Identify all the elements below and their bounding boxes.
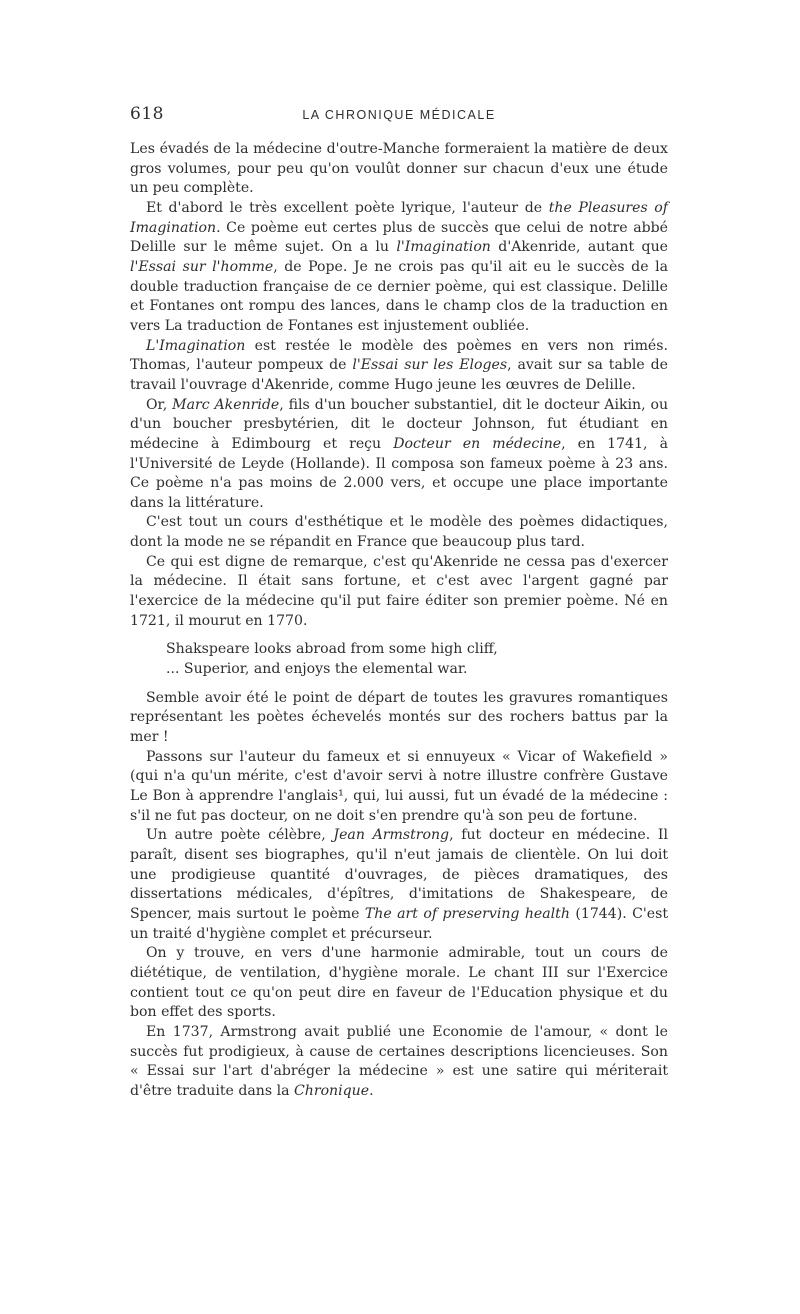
italic-text: Jean Armstrong <box>333 827 450 844</box>
text-run: Et d'abord le très excellent poète lyrique, l'auteur de <box>146 199 549 216</box>
text-run: , fils d'un boucher substantiel, dit le docteur Aikin, ou d'un boucher presbytérien, dit le docteur Johnson, fut étudiant en médecine à Edimbourg et reçu <box>130 396 669 452</box>
body-text-upper <box>130 140 668 631</box>
body-text-lower <box>130 689 668 1102</box>
italic-text: Chronique <box>293 1082 370 1099</box>
verse-line: Shakspeare looks abroad from some high cliff, <box>166 641 498 658</box>
text-run: , avait sur sa table de travail l'ouvrage d'Akenride, comme Hugo jeune les œuvres de Delille. <box>130 357 668 393</box>
paragraph <box>130 396 668 514</box>
running-head: LA CHRONIQUE MÉDICALE <box>302 108 496 122</box>
italic-text: the Pleasures of Imagination <box>130 199 668 236</box>
text-run: d'Akenride, autant que <box>490 239 668 256</box>
paragraph <box>130 826 668 944</box>
text-run: Semble avoir été le point de départ de toutes les gravures romantiques représentant les poètes échevelés montés sur des rochers battus par la mer ! <box>130 689 668 746</box>
paragraph <box>130 513 668 552</box>
paragraph <box>130 140 668 199</box>
page-number: 618 <box>130 104 164 124</box>
paragraph <box>130 553 668 632</box>
text-run: Les évadés de la médecine d'outre-Manche formeraient la matière de deux gros volumes, pour peu qu'on voulût donner sur chacun d'eux une étude un peu complète. <box>130 141 668 197</box>
text-run: , fut docteur en médecine. Il paraît, disent ses biographes, qu'il n'eut jamais de clientèle. On lui doit une prodigieuse quantité d'ouvrages, de pièces dramatiques, des dissertations médicales, d'épîtres, d'imitations de Shakespeare, de Spencer, mais surtout le poème <box>130 827 668 922</box>
verse-line: ... Superior, and enjoys the elemental war. <box>166 661 468 678</box>
document-page <box>130 104 668 1102</box>
text-run: , en 1741, à l'Université de Leyde (Hollande). Il composa son fameux poème à 23 ans. Ce poème n'a pas moins de 2.000 vers, et occupe une place importante dans la littérature. <box>130 435 668 511</box>
paragraph <box>130 748 668 827</box>
text-run: , de Pope. Je ne crois pas qu'il ait eu le succès de la double traduction française de ce dernier poème, qui est classique. Delille et Fontanes ont rompu des lances, dans le champ clos de la traduction en vers La traduction de Fontanes est injustement oubliée. <box>130 258 668 334</box>
paragraph <box>130 1023 668 1102</box>
italic-text: Marc Akenride <box>172 396 280 413</box>
text-run: Un autre poète célèbre, <box>146 827 334 844</box>
text-run: C'est tout un cours d'esthétique et le modèle des poèmes didactiques, dont la mode ne se répandit en France que beaucoup plus tard. <box>130 514 668 551</box>
page-header <box>130 104 668 130</box>
text-run: est restée le modèle des poèmes en vers non rimés. Thomas, l'auteur pompeux de <box>130 337 668 374</box>
paragraph <box>130 337 668 396</box>
text-run: On y trouve, en vers d'une harmonie admirable, tout un cours de diététique, de ventilation, d'hygiène morale. Le chant III sur l'Exercice contient tout ce qu'on peut dire en faveur de l'Education physique et du bon effet des sports. <box>130 945 668 1021</box>
text-run: Passons sur l'auteur du fameux et si ennuyeux « Vicar of Wakefield » (qui n'a qu'un mérite, c'est d'avoir servi à notre illustre confrère Gustave Le Bon à apprendre l'anglais¹, qui, lui aussi, fut un évadé de la médecine : s'il ne fut pas docteur, on ne doit s'en prendre qu'à son peu de fortune. <box>130 748 668 824</box>
italic-text: l'Imagination <box>396 239 491 256</box>
text-run: Ce qui est digne de remarque, c'est qu'Akenride ne cessa pas d'exercer la médecine. Il était sans fortune, et c'est avec l'argent gagné par l'exercice de la médecine qu'il put faire éditer son premier poème. Né en 1721, il mourut en 1770. <box>130 553 668 629</box>
paragraph <box>130 944 668 1023</box>
text-run: (1744). C'est un traité d'hygiène complet et précurseur. <box>130 905 669 942</box>
italic-text: l'Essai sur l'homme <box>130 258 274 275</box>
text-run: . <box>369 1082 374 1099</box>
paragraph <box>130 199 668 337</box>
italic-text: l'Essai sur les Eloges <box>352 357 508 374</box>
text-run: Or, <box>146 396 173 413</box>
italic-text: Docteur en médecine <box>393 435 562 452</box>
text-run: En 1737, Armstrong avait publié une Economie de l'amour, « dont le succès fut prodigieux, à cause de certaines descriptions licencieuses. Son « Essai sur l'art d'abréger la médecine » est une satire qui mériterait d'être traduite dans la <box>130 1023 668 1099</box>
text-run: . Ce poème eut certes plus de succès que celui de notre abbé Delille sur le même sujet. On a lu <box>130 219 668 256</box>
paragraph <box>130 689 668 748</box>
italic-text: The art of preserving health <box>364 905 570 922</box>
verse-quotation <box>166 640 668 679</box>
italic-text: L'Imagination <box>146 337 246 354</box>
